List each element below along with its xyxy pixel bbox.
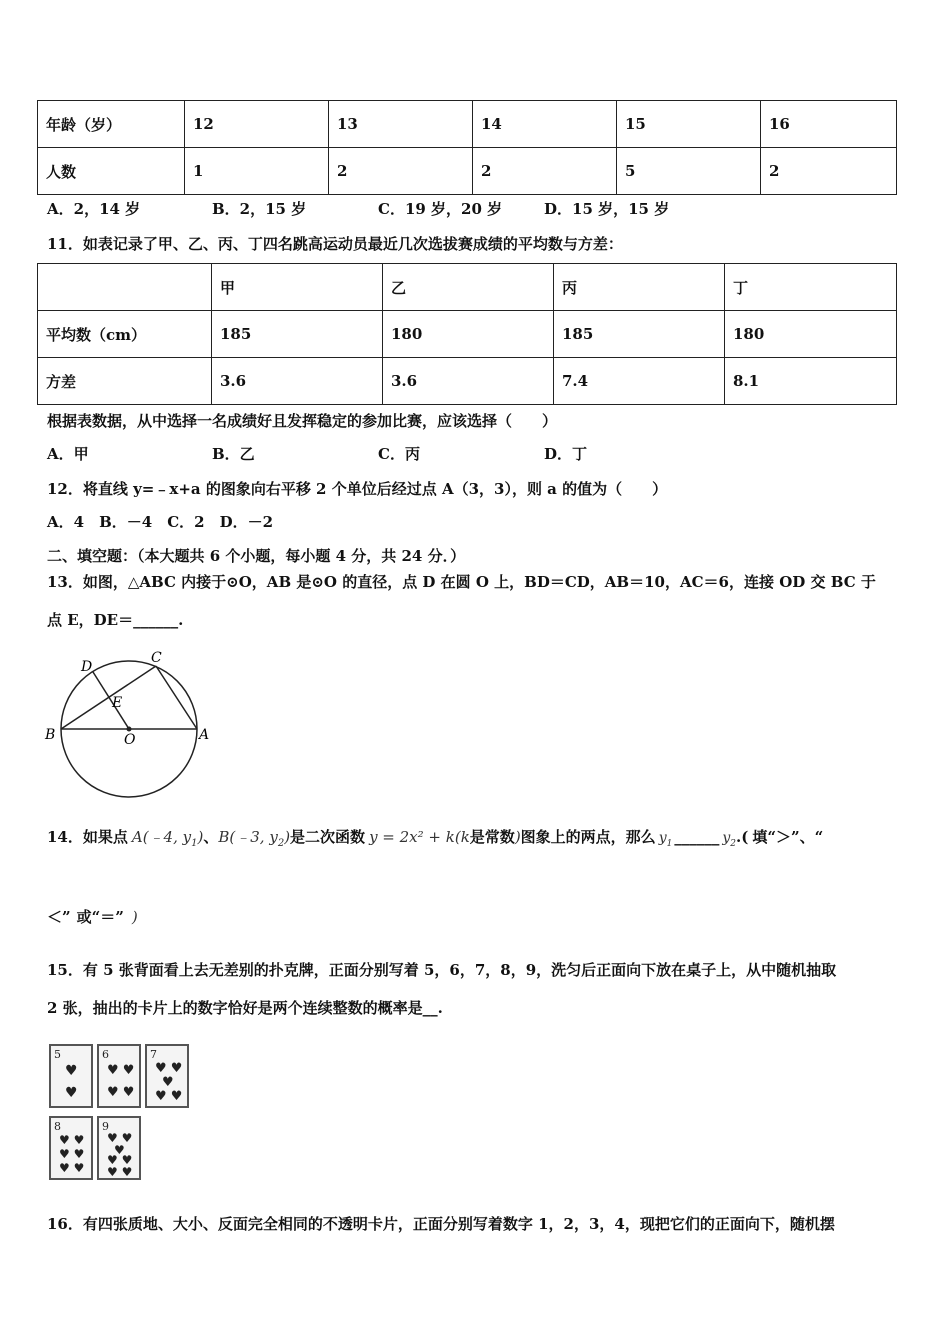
q14-prefix: 14．如果点: [47, 828, 128, 846]
point-b-sub: 2: [277, 838, 285, 849]
label-d: D: [81, 659, 93, 675]
label-e: E: [112, 695, 123, 711]
table-header-cell: 丁: [725, 264, 897, 311]
table-cell: 180: [383, 311, 554, 358]
chord-ca: [156, 666, 197, 729]
heart-icon: ♥: [65, 1085, 78, 1101]
playing-card: [97, 1116, 141, 1180]
table-cell: 3.6: [383, 358, 554, 405]
point-a-text: A(﹣4, y: [131, 828, 192, 846]
table-header-cell: 14: [473, 101, 617, 148]
q14-mid2: 是常数: [469, 828, 515, 846]
q10-option-c: C．19 岁，20 岁: [378, 200, 503, 218]
age-count-table: [37, 100, 897, 195]
heart-icon: ♥ ♥: [107, 1153, 133, 1167]
y1-symbol: [659, 830, 673, 849]
playing-card: [145, 1044, 189, 1108]
q16-line1: 16．有四张质地、大小、反面完全相同的不透明卡片，正面分别写着数字 1，2，3，4，现把它们的正面向下，随机摆: [47, 1215, 835, 1233]
heart-icon: ♥: [162, 1075, 174, 1090]
heart-icon: ♥ ♥: [107, 1165, 133, 1179]
q14-line2b: 或“＝”: [76, 908, 124, 926]
q14-fill: 填“＞”、“: [752, 828, 824, 846]
heart-icon: ♥ ♥: [59, 1147, 85, 1161]
playing-card: [49, 1116, 93, 1180]
table-row: [38, 101, 897, 148]
playing-cards-figure: [47, 1040, 197, 1190]
y1-sub: 1: [666, 838, 673, 849]
label-a: A: [199, 727, 210, 743]
label-c: C: [151, 650, 162, 666]
table-row: [38, 148, 897, 195]
q11-option-a: A．甲: [47, 445, 89, 463]
q14-tail: .(: [736, 828, 749, 846]
card-rank: 9: [102, 1120, 109, 1133]
table-cell: 7.4: [554, 358, 725, 405]
table-header-cell: [38, 264, 212, 311]
q15-line1: 15．有 5 张背面看上去无差别的扑克牌，正面分别写着 5，6，7，8，9，洗匀后正面向下放在桌子上，从中随机抽取: [47, 961, 837, 979]
point-a: A(﹣4, $y_1$): [131, 828, 204, 849]
y2-text: y: [722, 830, 731, 846]
heart-icon: ♥ ♥: [107, 1063, 135, 1078]
table-cell: 180: [725, 311, 897, 358]
q12-stem: 12．将直线 y=﹣x+a 的图象向右平移 2 个单位后经过点 A（3，3），则 a 的值为（ ）: [47, 480, 668, 498]
heart-icon: ♥ ♥: [155, 1089, 183, 1104]
card-rank: 6: [102, 1048, 109, 1061]
table-header-cell: 甲: [212, 264, 383, 311]
circle-geometry-figure: [40, 645, 220, 805]
point-b: B(﹣3, $y_2$): [218, 828, 291, 849]
q14-mid: 是二次函数: [290, 828, 366, 846]
table-cell: 1: [185, 148, 329, 195]
table-cell: 185: [554, 311, 725, 358]
center-point: [127, 727, 132, 732]
playing-card: [97, 1044, 141, 1108]
heart-icon: ♥ ♥: [155, 1061, 183, 1076]
table-row: [38, 358, 897, 405]
quadratic-function: y = 2x² + k(k: [369, 828, 470, 846]
q10-option-d: D．15 岁，15 岁: [544, 200, 670, 218]
q11-option-b: B．乙: [212, 445, 255, 463]
table-row: [38, 264, 897, 311]
q10-option-a: A．2，14 岁: [47, 200, 141, 218]
q14-sep: 、: [203, 828, 219, 846]
q11-option-d: D．丁: [544, 445, 588, 463]
table-cell: 8.1: [725, 358, 897, 405]
heart-icon: ♥ ♥: [59, 1133, 85, 1147]
table-cell: 人数: [38, 148, 185, 195]
table-header-cell: 12: [185, 101, 329, 148]
heart-icon: ♥: [65, 1063, 78, 1079]
label-o: O: [124, 732, 136, 748]
q11-question: 根据表数据，从中选择一名成绩好且发挥稳定的参加比赛，应该选择（ ）: [47, 412, 558, 430]
table-cell: 2: [473, 148, 617, 195]
card-rank: 8: [54, 1120, 61, 1133]
q10-option-b: B．2，15 岁: [212, 200, 307, 218]
table-header-cell: 16: [761, 101, 897, 148]
point-b-text: B(﹣3, y: [218, 828, 278, 846]
q12-options: A．4 B．－4 C．2 D．－2: [47, 513, 274, 531]
q11-option-c: C．丙: [378, 445, 420, 463]
q14-line1: 14．如果点 A(﹣4, $y_1$) 、 B(﹣3, $y_2$) 是二次函数 y = 2x² + k(k 是常数 ) 图象上的两点，那么 $y_1$ ______ $y_2$ .( 填“＞”、“: [47, 828, 824, 849]
table-cell: 2: [329, 148, 473, 195]
q13-line2: 点 E，DE＝______.: [47, 611, 184, 629]
point-a-sub: 1: [191, 838, 198, 849]
q14-line2a: ＜”: [47, 908, 71, 926]
table-header-cell: 13: [329, 101, 473, 148]
athlete-stats-table: [37, 263, 897, 405]
table-cell: 185: [212, 311, 383, 358]
q14-line2: [47, 906, 138, 927]
q13-line1: 13．如图，△ABC 内接于⊙O，AB 是⊙O 的直径，点 D 在圆 O 上，BD＝CD，AB＝10，AC＝6，连接 OD 交 BC 于: [47, 573, 876, 591]
answer-blank: ______: [674, 828, 720, 846]
segment-od: [93, 672, 129, 729]
table-header-cell: 年龄（岁）: [38, 101, 185, 148]
q11-stem: 11．如表记录了甲、乙、丙、丁四名跳高运动员最近几次选拔赛成绩的平均数与方差：: [47, 235, 623, 253]
y1-text: y: [658, 830, 667, 846]
q15-line2: 2 张，抽出的卡片上的数字恰好是两个连续整数的概率是__.: [47, 999, 443, 1017]
table-row: [38, 311, 897, 358]
card-rank: 7: [150, 1048, 157, 1061]
y2-symbol: [722, 830, 736, 849]
table-cell: 5: [617, 148, 761, 195]
table-cell: 平均数（cm）: [38, 311, 212, 358]
section-heading: 二、填空题：（本大题共 6 个小题，每小题 4 分，共 24 分．）: [47, 547, 466, 565]
table-header-cell: 乙: [383, 264, 554, 311]
table-cell: 2: [761, 148, 897, 195]
table-header-cell: 15: [617, 101, 761, 148]
card-rank: 5: [54, 1048, 61, 1061]
y2-sub: 2: [730, 838, 736, 849]
heart-icon: ♥ ♥: [107, 1131, 133, 1145]
heart-icon: ♥ ♥: [59, 1161, 85, 1175]
playing-card: [49, 1044, 93, 1108]
heart-icon: ♥: [114, 1143, 125, 1157]
table-header-cell: 丙: [554, 264, 725, 311]
q14-line2c: ): [131, 908, 138, 926]
q14-mid3: 图象上的两点，那么: [520, 828, 656, 846]
label-b: B: [45, 727, 56, 743]
table-cell: 3.6: [212, 358, 383, 405]
table-cell: 方差: [38, 358, 212, 405]
heart-icon: ♥ ♥: [107, 1085, 135, 1100]
